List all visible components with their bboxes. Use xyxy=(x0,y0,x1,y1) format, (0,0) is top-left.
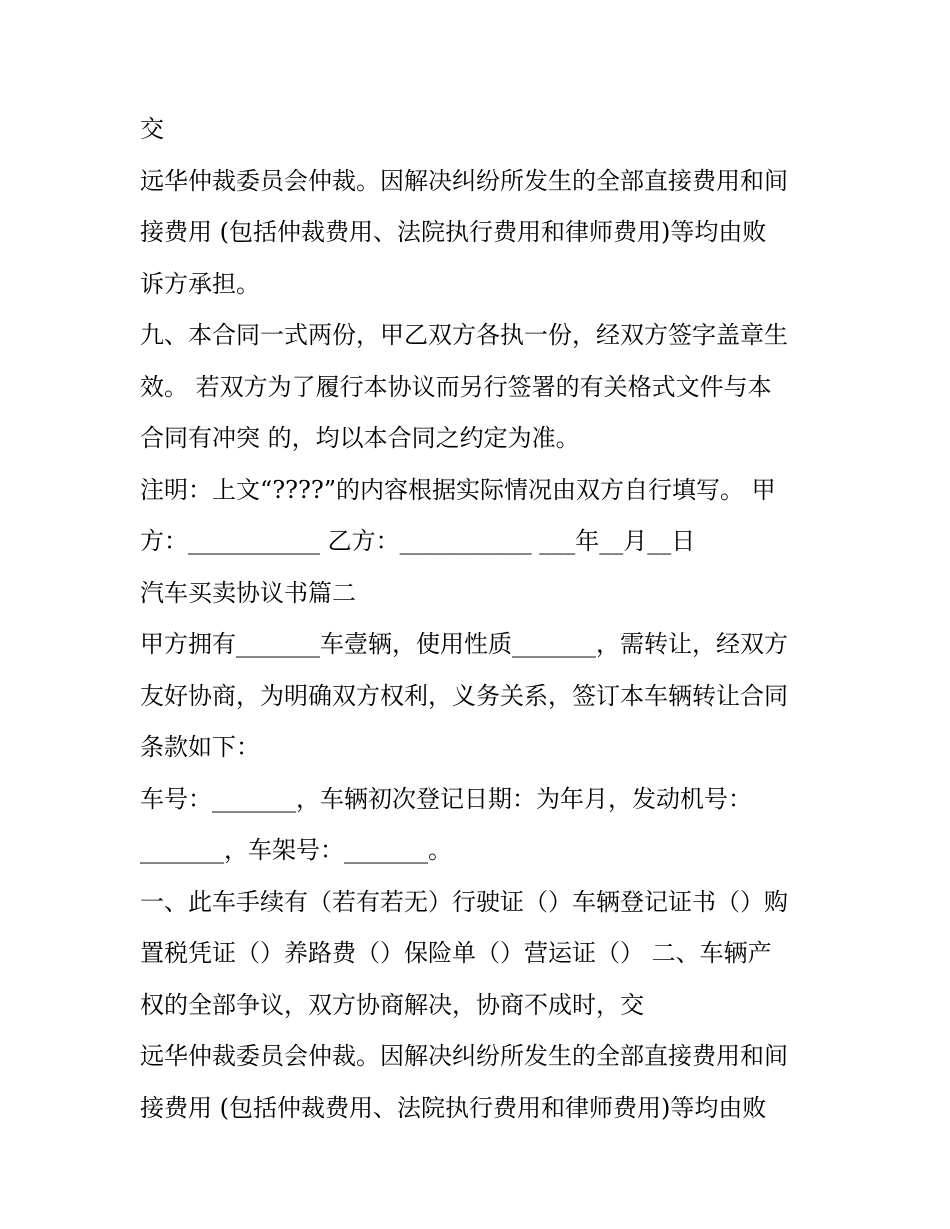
text-line: _______，车架号：_______。 xyxy=(140,836,452,864)
text-line: 接费用 (包括仲裁费用、法院执行费用和律师费用)等均由败 xyxy=(140,1093,767,1122)
document-body xyxy=(140,104,830,1134)
text-line: 权的全部争议，双方协商解决，协商不成时，交 xyxy=(140,990,644,1019)
signature-line: 方：___________ 乙方：___________ ___年__月__日 xyxy=(140,527,696,555)
text-line: 一、此车手续有（若有若无）行驶证（）车辆登记证书（）购 xyxy=(140,887,788,916)
section-heading: 汽车买卖协议书篇二 xyxy=(140,578,356,607)
text-line: 置税凭证（）养路费（）保险单（）营运证（） 二、车辆产 xyxy=(140,939,772,967)
text-line: 合同有冲突 的，均以本合同之约定为准。 xyxy=(140,424,580,452)
text-line: 九、本合同一式两份，甲乙双方各执一份，经双方签字盖章生 xyxy=(140,321,788,349)
text-line: 远华仲裁委员会仲裁。因解决纠纷所发生的全部直接费用和间 xyxy=(140,166,788,195)
text-line: 甲方拥有_______车壹辆，使用性质_______，需转让，经双方 xyxy=(140,630,788,658)
text-line: 车号：_______，车辆初次登记日期：为年月，发动机号： xyxy=(140,784,752,813)
text-line: 远华仲裁委员会仲裁。因解决纠纷所发生的全部直接费用和间 xyxy=(140,1042,788,1070)
text-line: 友好协商，为明确双方权利，义务关系，签订本车辆转让合同 xyxy=(140,681,788,710)
text-line: 条款如下： xyxy=(140,733,260,761)
text-line: 效。 若双方为了履行本协议而另行签署的有关格式文件与本 xyxy=(140,372,772,401)
text-line: 注明：上文“????”的内容根据实际情况由双方自行填写。 甲 xyxy=(140,475,776,504)
text-line: 接费用 (包括仲裁费用、法院执行费用和律师费用)等均由败 xyxy=(140,218,767,246)
text-line: 诉方承担。 xyxy=(140,269,260,298)
text-line: 交 xyxy=(140,115,164,143)
